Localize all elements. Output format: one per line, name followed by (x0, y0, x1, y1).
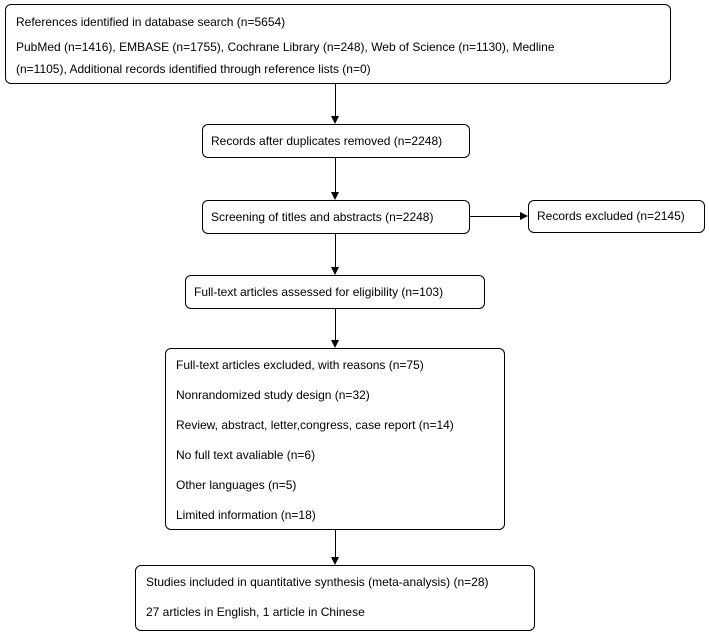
arrow-screening-to-fulltext (330, 234, 341, 275)
arrow-screening-to-excluded (470, 211, 528, 222)
arrow-down-icon (331, 192, 339, 200)
arrow-down-icon (331, 340, 339, 348)
references-identified-title: References identified in database search (n=5654) (16, 15, 286, 29)
records-excluded-label: Records excluded (n=2145) (537, 209, 685, 223)
studies-included-detail: 27 articles in English, 1 article in Chinese (146, 605, 365, 619)
arrow-right-icon (520, 212, 528, 220)
arrow-line (335, 530, 336, 559)
arrow-down-icon (331, 557, 339, 565)
arrow-line (335, 234, 336, 269)
arrow-down-icon (331, 116, 339, 124)
references-identified-sources-line1: PubMed (n=1416), EMBASE (n=1755), Cochrane Library (n=248), Web of Science (n=1130), Medline (16, 40, 555, 54)
arrow-line (335, 158, 336, 194)
box-fulltext-assessed (185, 275, 485, 309)
studies-included-title: Studies included in quantitative synthesis (meta-analysis) (n=28) (146, 575, 489, 589)
box-references-identified (5, 4, 671, 84)
arrow-identified-to-duplicates (330, 84, 341, 124)
fulltext-assessed-label: Full-text articles assessed for eligibility (n=103) (194, 284, 444, 299)
exclusion-reason-other-languages: Other languages (n=5) (176, 478, 297, 492)
fulltext-excluded-title: Full-text articles excluded, with reasons (n=75) (176, 358, 424, 372)
exclusion-reason-no-fulltext: No full text avaliable (n=6) (176, 448, 316, 462)
exclusion-reason-review-abstract: Review, abstract, letter,congress, case report (n=14) (176, 418, 454, 432)
references-identified-sources-line2: (n=1105), Additional records identified through reference lists (n=0) (16, 62, 371, 76)
screening-label: Screening of titles and abstracts (n=2248) (211, 209, 434, 224)
arrow-fulltext-to-excluded-reasons (330, 309, 341, 348)
box-fulltext-excluded (165, 348, 505, 530)
arrow-line (470, 216, 522, 217)
box-studies-included (135, 565, 535, 631)
duplicates-removed-label: Records after duplicates removed (n=2248) (211, 133, 443, 148)
exclusion-reason-limited-information: Limited information (n=18) (176, 508, 316, 522)
arrow-duplicates-to-screening (330, 158, 341, 200)
box-records-excluded (528, 200, 705, 233)
arrow-down-icon (331, 267, 339, 275)
arrow-line (335, 84, 336, 118)
arrow-to-included (330, 530, 341, 565)
box-duplicates-removed (202, 124, 470, 158)
box-screening (202, 200, 470, 234)
arrow-line (335, 309, 336, 342)
exclusion-reason-nonrandomized: Nonrandomized study design (n=32) (176, 388, 370, 402)
